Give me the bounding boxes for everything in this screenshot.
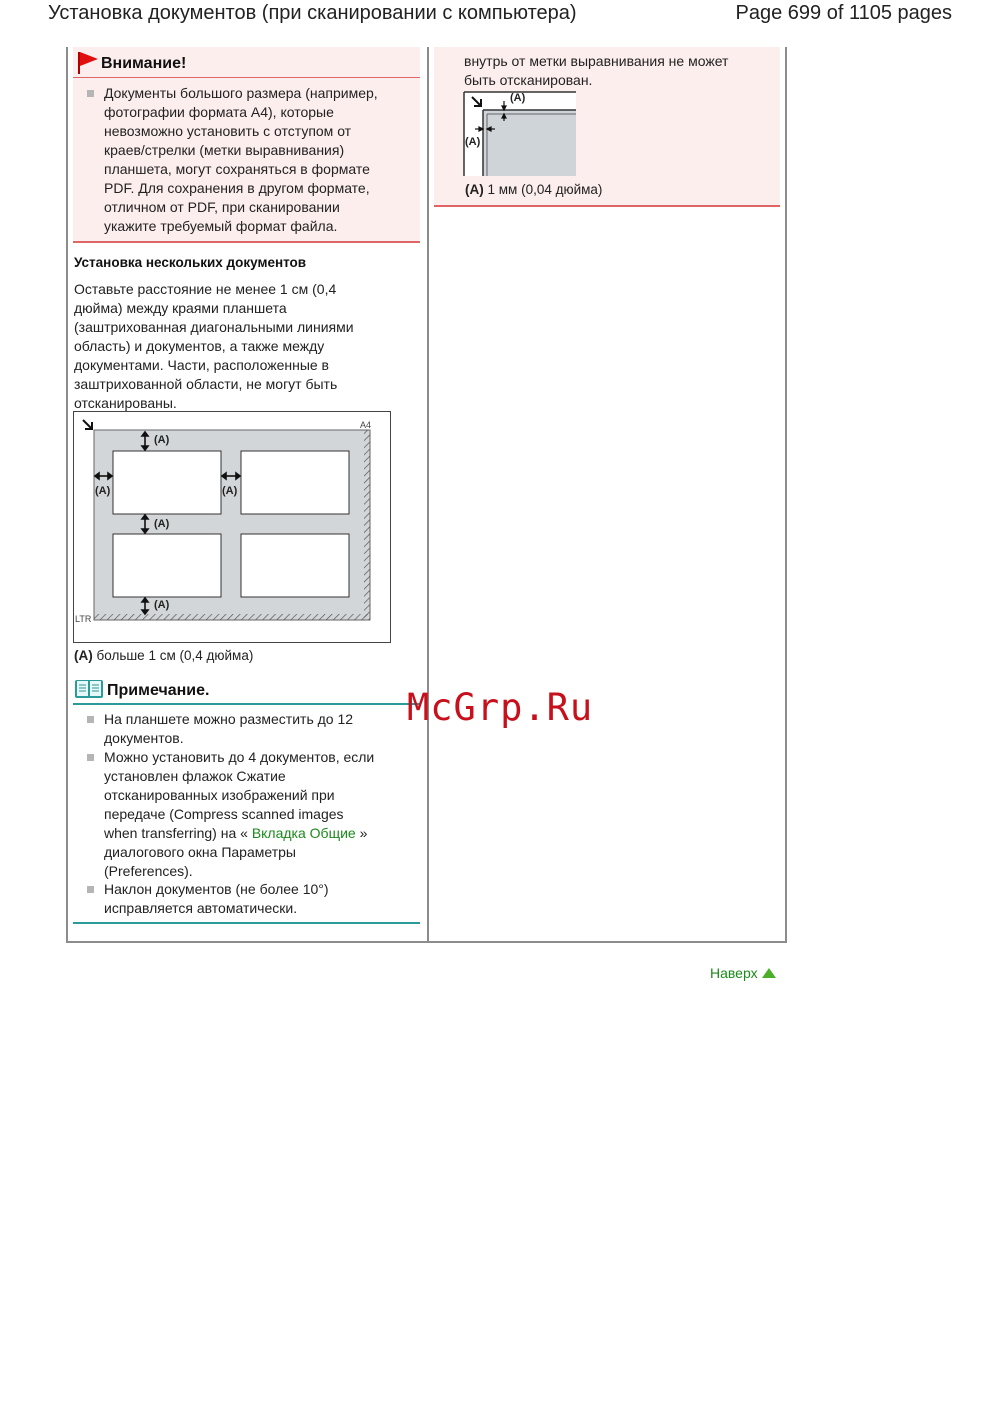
margin-label: (A) — [95, 485, 111, 497]
watermark: McGrp.Ru — [407, 686, 594, 729]
note-item-text: Можно установить до 4 документов, если установлен флажок Сжатие отсканированных изображений при передаче (Compress scanned images when transferring) на « — [104, 749, 375, 841]
figure-caption — [74, 648, 253, 663]
a4-label: A4 — [360, 420, 372, 430]
list-bullet — [87, 754, 94, 761]
margin-label: (A) — [510, 92, 526, 104]
column-divider — [427, 47, 429, 943]
margin-label: (A) — [154, 434, 170, 446]
list-bullet — [87, 90, 94, 97]
platen-layout-figure — [73, 411, 391, 643]
caution-text: внутрь от метки выравнивания не может быть отсканирован. — [464, 53, 729, 88]
caution-title: Внимание! — [101, 55, 187, 72]
caption-key: (A) — [74, 648, 93, 663]
note-divider — [73, 703, 420, 705]
book-icon — [74, 678, 104, 700]
note-item — [104, 748, 420, 881]
back-to-top-label[interactable]: Наверх — [710, 965, 758, 981]
caption-text: 1 мм (0,04 дюйма) — [483, 182, 603, 197]
page-indicator: Page 699 of 1105 pages — [735, 2, 952, 24]
general-tab-link[interactable]: Вкладка Общие — [251, 825, 356, 841]
section-heading: Установка нескольких документов — [74, 255, 307, 270]
margin-label: (A) — [154, 599, 170, 611]
back-to-top-link[interactable] — [710, 965, 777, 981]
document-title: Установка документов (при сканировании с компьютера) — [48, 2, 577, 24]
caption-key: (A) — [465, 182, 484, 197]
list-bullet — [87, 886, 94, 893]
up-arrow-icon[interactable] — [761, 967, 777, 979]
alignment-mark-figure — [463, 91, 577, 177]
note-item: На планшете можно разместить до 12 документов. — [104, 711, 354, 746]
note-title: Примечание. — [107, 682, 210, 699]
margin-label: (A) — [222, 485, 238, 497]
margin-label: (A) — [154, 518, 170, 530]
caption-text: больше 1 см (0,4 дюйма) — [92, 648, 254, 663]
section-text: Оставьте расстояние не менее 1 см (0,4 дюйма) между краями планшета (заштрихованная диагональными линиями область) и документов, а также между документами. Части, расположенные в заштрихованной области, не могут быть отсканированы. — [74, 281, 354, 411]
platen-diagram — [74, 412, 389, 641]
warning-flag-icon — [76, 51, 100, 75]
note-divider-bottom — [73, 922, 420, 924]
list-bullet — [87, 716, 94, 723]
margin-label: (A) — [465, 136, 481, 148]
ltr-label: LTR — [75, 614, 92, 624]
note-item: Наклон документов (не более 10°) исправляется автоматически. — [104, 881, 329, 916]
figure-caption — [465, 182, 602, 197]
caution-box — [73, 47, 420, 243]
caution-text: Документы большого размера (например, фотографии формата A4), которые невозможно установить с отступом от краев/стрелки (метки выравнивания) планшета, могут сохраняться в формате PDF. Для сохранения в другом формате, отличном от PDF, при сканировании укажите требуемый формат файла. — [104, 85, 378, 234]
note-item-text: » диалогового окна Параметры (Preferences). — [104, 825, 368, 879]
